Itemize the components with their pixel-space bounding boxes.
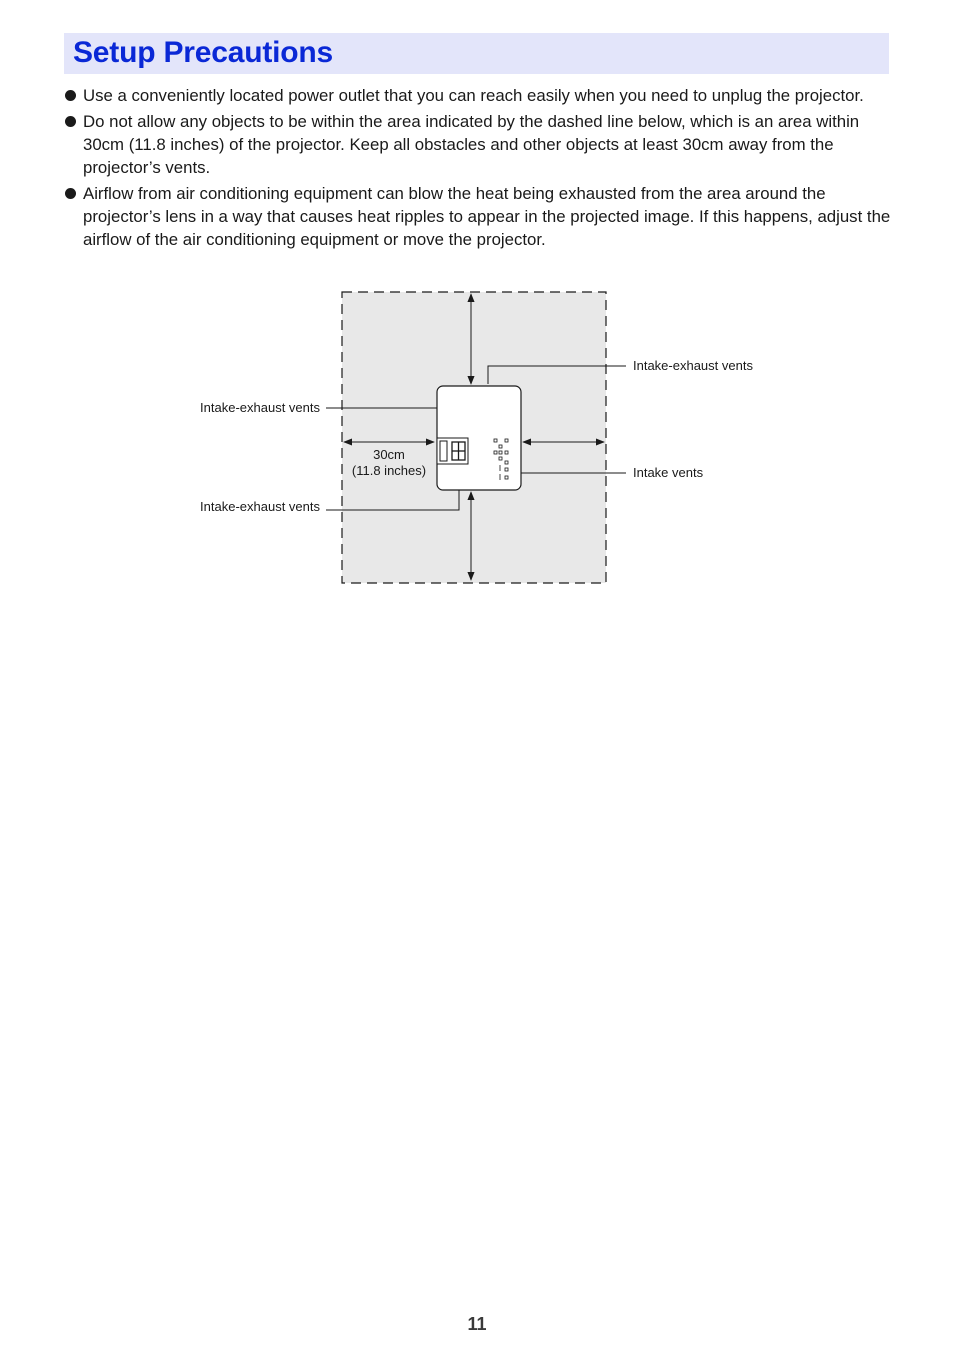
list-item-text: Use a conveniently located power outlet that you can reach easily when you need to unplug the projector. — [83, 86, 864, 105]
label-intake-exhaust-top-right: Intake-exhaust vents — [633, 358, 753, 373]
clearance-diagram — [0, 0, 954, 620]
distance-label-inches: (11.8 inches) — [351, 463, 427, 478]
distance-label: 30cm — [373, 447, 405, 462]
list-item-text: Airflow from air conditioning equipment can blow the heat being exhausted from the area around the projector’s lens in a way that causes heat ripples to appear in the projected image. If this happens, adjust the airflow of the air conditioning equipment or move the projector. — [83, 184, 891, 249]
label-intake-exhaust-left-upper: Intake-exhaust vents — [200, 400, 320, 415]
page-title: Setup Precautions — [73, 36, 333, 69]
page-number: 11 — [467, 1314, 487, 1334]
projector — [437, 386, 521, 490]
list-item-text: Do not allow any objects to be within the area indicated by the dashed line below, which is an area within 30cm (11.8 inches) of the projector. Keep all obstacles and other objects at least 30cm away from the projector’s vents. — [83, 112, 860, 177]
label-intake-vents: Intake vents — [633, 465, 704, 480]
label-intake-exhaust-left-lower: Intake-exhaust vents — [200, 499, 320, 514]
